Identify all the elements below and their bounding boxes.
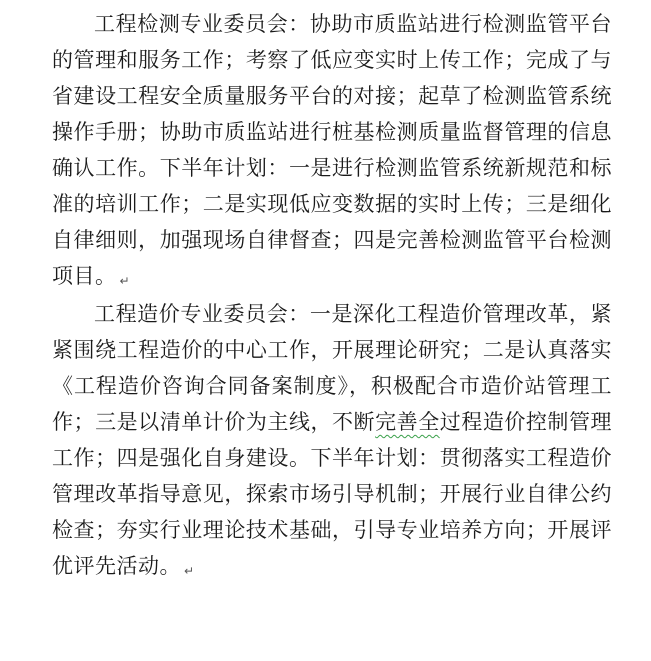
text-line <box>52 258 612 294</box>
text-line <box>52 404 612 440</box>
text-line: 工程造价专业委员会：一是深化工程造价管理改革，紧 <box>94 302 612 326</box>
text-line: 管理改革指导意见，探索市场引导机制；开展行业自律公约 <box>52 482 612 506</box>
text-line: 紧围绕工程造价的中心工作，开展理论研究；二是认真落实 <box>52 338 612 362</box>
text-line: 工程检测专业委员会：协助市质监站进行检测监管平台 <box>94 12 612 36</box>
text-line: 自律细则，加强现场自律督查；四是完善检测监管平台检测 <box>52 228 612 252</box>
text-line-content: 优评先活动。 <box>52 554 181 578</box>
text-line: 准的培训工作；二是实现低应变数据的实时上传；三是细化 <box>52 192 612 216</box>
paragraph-cost-committee <box>52 296 612 584</box>
text-line <box>52 548 612 584</box>
text-line-content: 项目。 <box>52 264 117 288</box>
paragraph-mark-icon: ↵ <box>119 274 130 288</box>
text-line: 操作手册；协助市质监站进行桩基检测质量监督管理的信息 <box>52 120 612 144</box>
text-line: 省建设工程安全质量服务平台的对接；起草了检测监管系统 <box>52 84 612 108</box>
paragraph-testing-committee <box>52 6 612 294</box>
text-line: 确认工作。下半年计划：一是进行检测监管系统新规范和标 <box>52 156 612 180</box>
document-body <box>52 6 612 584</box>
text-line: 检查；夯实行业理论技术基础，引导专业培养方向；开展评 <box>52 518 612 542</box>
text-segment: 过程造价控制管理 <box>439 410 613 434</box>
paragraph-mark-icon: ↵ <box>184 564 195 578</box>
text-line: 的管理和服务工作；考察了低应变实时上传工作；完成了与 <box>52 48 612 72</box>
text-segment: 作；三是以清单计价为主线，不断 <box>52 410 376 434</box>
grammar-flagged-text[interactable]: 完善全 <box>375 410 440 434</box>
text-line: 工作；四是强化自身建设。下半年计划：贯彻落实工程造价 <box>52 446 612 470</box>
text-line: 《工程造价咨询合同备案制度》，积极配合市造价站管理工 <box>52 374 612 398</box>
